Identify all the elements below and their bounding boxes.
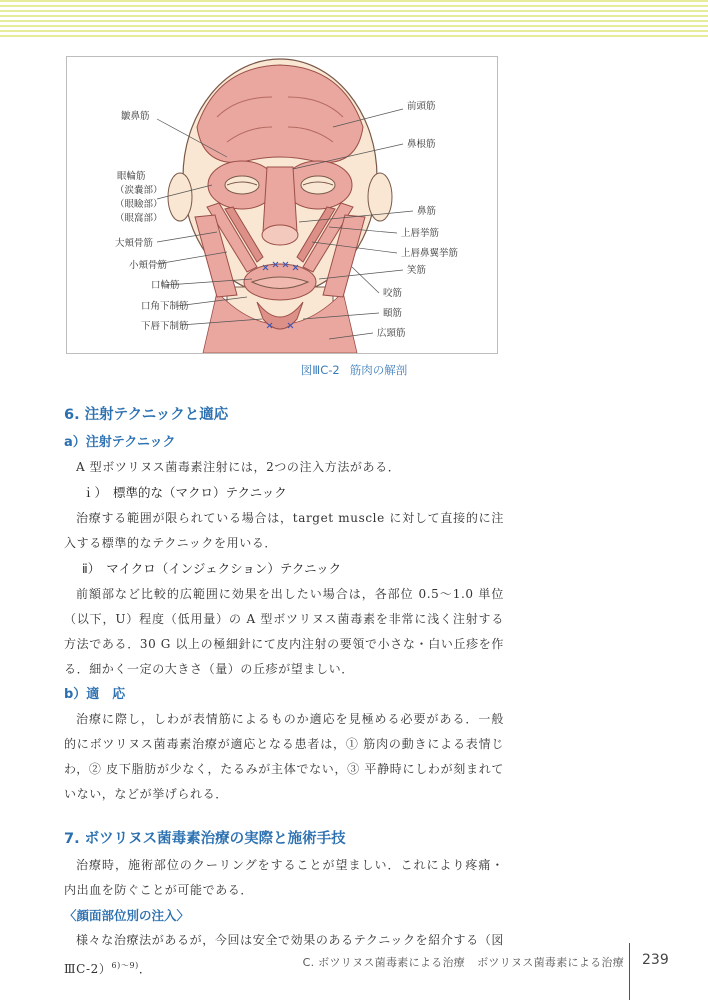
- label-levator-labii-alaeque: 上唇鼻翼挙筋: [401, 248, 459, 259]
- paragraph-2-text: 様々な治療法があるが，今回は安全で効果のあるテクニックを紹介する（図ⅢC-2）: [64, 933, 504, 976]
- footer-section: ボツリヌス菌毒素による治療: [477, 956, 624, 969]
- page-number: 239: [642, 952, 669, 968]
- item-i-paragraph: 治療する範囲が限られている場合は，target muscle に対して直接的に注入する標準的なテクニックを用いる．: [64, 511, 504, 550]
- label-lacrimal: （涙嚢部）: [115, 185, 163, 196]
- label-platysma: 広頸筋: [377, 328, 406, 339]
- subsection-a-paragraph: A 型ボツリヌス菌毒素注射には，2つの注入方法がある．: [76, 460, 401, 474]
- label-levator-labii: 上唇挙筋: [401, 228, 440, 239]
- subsection-b-paragraph: 治療に際し，しわが表情筋によるものか適応を見極める必要がある．一般的にボツリヌス菌毒素治療が適応となる患者は，① 筋肉の動きによる表情じわ，② 皮下脂肪が少なく，たるみが主体でない，③ 平静時にしわが刻まれていない，などが挙げられる．: [64, 712, 504, 801]
- footer-chapter: C. ボツリヌス菌毒素による治療: [302, 956, 466, 969]
- figure-number: 図ⅢC-2: [300, 363, 340, 377]
- label-frontalis: 前頭筋: [407, 101, 436, 112]
- item-ii-number: ⅱ）: [82, 561, 101, 576]
- header-stripes: [0, 0, 708, 44]
- item-ii-heading: [64, 556, 504, 582]
- item-i-heading: [64, 480, 504, 506]
- reference-citation: 6)〜9): [111, 961, 139, 970]
- label-orbicularis-oris: 口輪筋: [151, 280, 180, 291]
- label-orbital: （眼窩部）: [115, 213, 163, 224]
- section-7-heading: 7. ボツリヌス菌毒素治療の実際と施術手技: [64, 831, 346, 847]
- label-sibi: 皺鼻筋: [121, 111, 150, 122]
- label-palpebral: （眼瞼部）: [115, 199, 163, 210]
- label-masseter: 咬筋: [383, 288, 403, 299]
- label-depressor-anguli: 口角下制筋: [141, 301, 189, 312]
- item-ii-paragraph: 前額部など比較的広範囲に効果を出したい場合は，各部位 0.5〜1.0 単位（以下，U）程度（低用量）の A 型ボツリヌス菌毒素を非常に浅く注射する方法である．30 G 以上の極細針にて皮内注射の要領で小さな・白い丘疹を作る．細かく一定の大きさ（量）の丘疹が望ましい．: [64, 587, 504, 676]
- face-muscle-illustration: [67, 57, 497, 353]
- item-i-number: ｉ）: [82, 485, 108, 500]
- figure-caption: [0, 362, 708, 378]
- anatomy-figure: [66, 56, 498, 354]
- main-text: [64, 400, 504, 982]
- label-orbicularis-oculi: 眼輪筋: [117, 171, 146, 182]
- label-mentalis: 頤筋: [383, 308, 403, 319]
- section-6-heading: 6. 注射テクニックと適応: [64, 407, 229, 423]
- subsection-b-heading: b）適 応: [64, 687, 126, 702]
- facial-injection-subheading: 〈顔面部位別の注入〉: [64, 908, 190, 923]
- running-footer: [303, 954, 624, 970]
- label-procerus: 鼻根筋: [407, 139, 436, 150]
- item-ii-title: マイクロ（インジェクション）テクニック: [106, 561, 342, 576]
- paragraph-2-end: ．: [138, 962, 152, 976]
- label-depressor-labii: 下唇下制筋: [141, 321, 189, 332]
- subsection-a-heading: a）注射テクニック: [64, 435, 176, 450]
- label-risorius: 笑筋: [407, 265, 427, 276]
- label-zygomaticus-major: 大頬骨筋: [115, 238, 154, 249]
- footer-divider: [629, 943, 630, 1000]
- label-zygomaticus-minor: 小頬骨筋: [129, 260, 168, 271]
- section-7-paragraph: 治療時，施術部位のクーリングをすることが望ましい．これにより疼痛・内出血を防ぐことが可能である．: [64, 858, 504, 897]
- figure-title: 筋肉の解剖: [349, 363, 408, 377]
- label-nasalis: 鼻筋: [417, 206, 437, 217]
- item-i-title: 標準的な（マクロ）テクニック: [113, 485, 287, 500]
